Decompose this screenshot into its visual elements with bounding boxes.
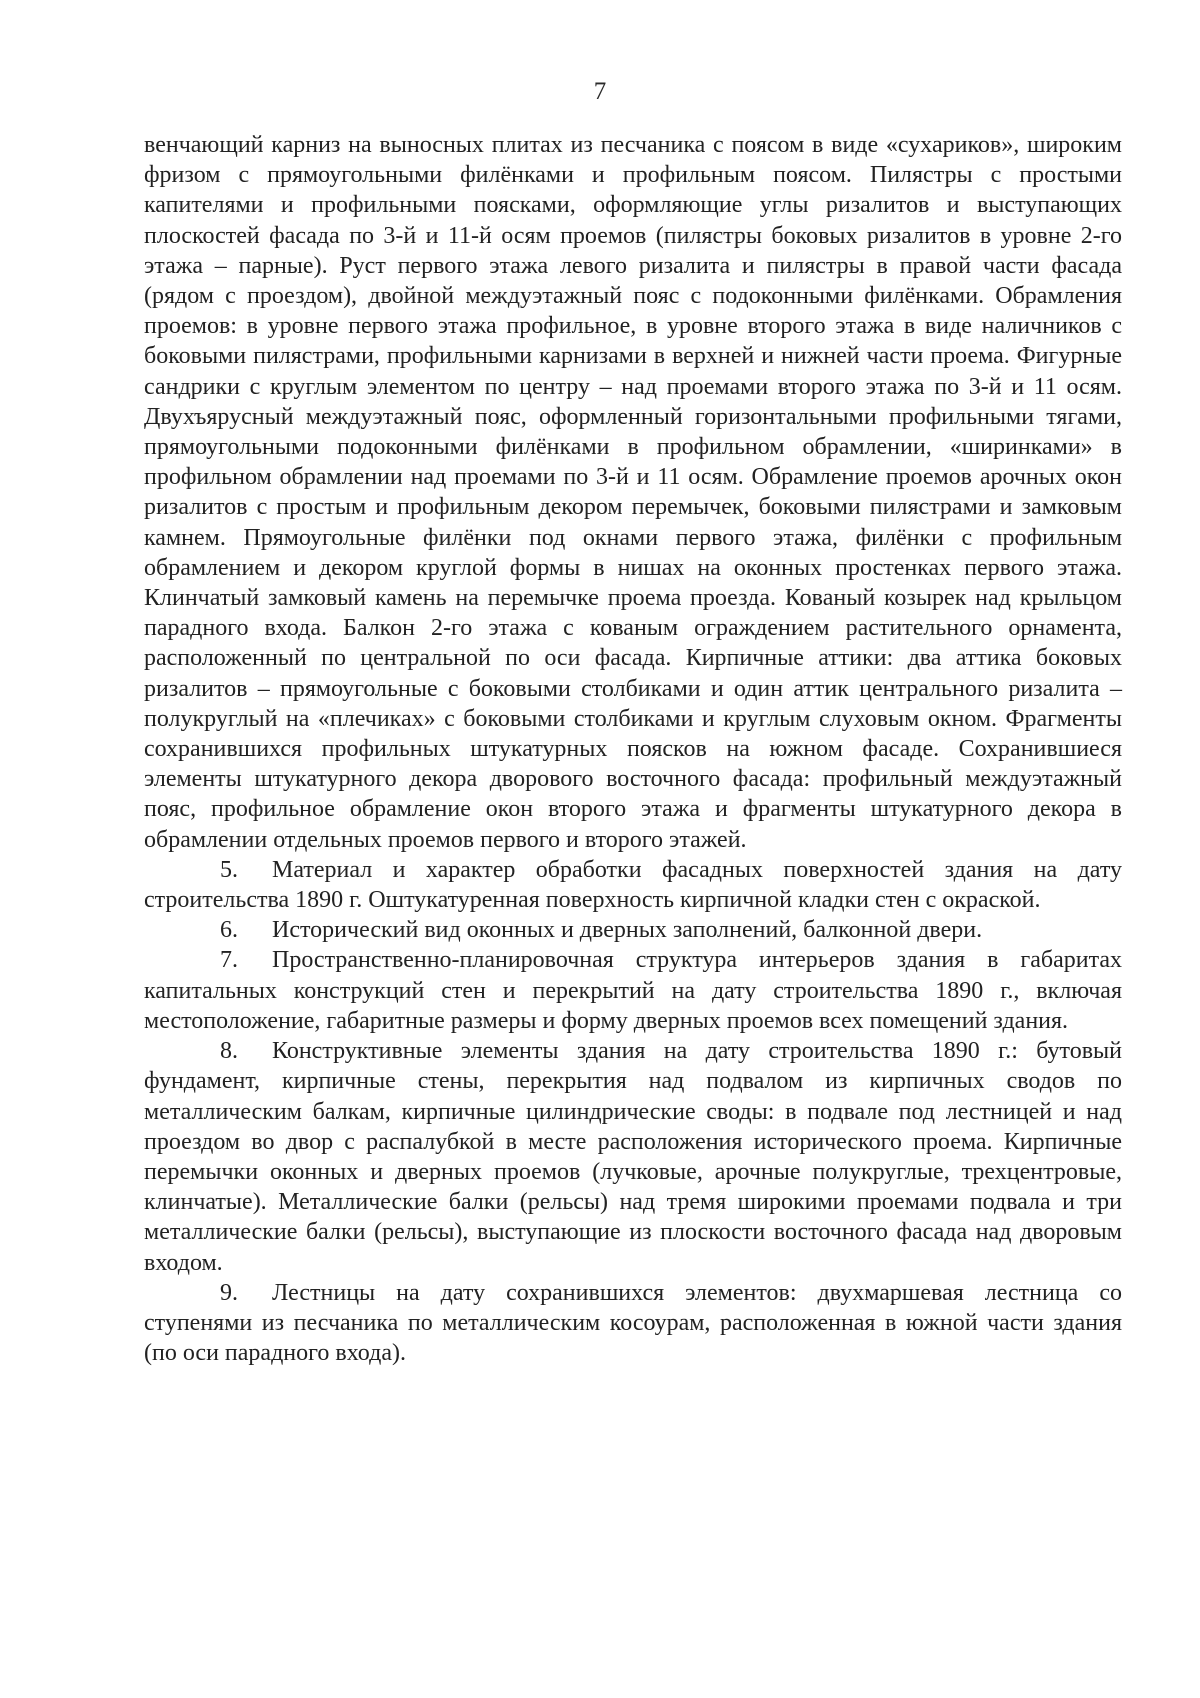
paragraph-item-5 [144,855,1122,915]
paragraph-text: Исторический вид оконных и дверных заполнений, балконной двери. [272,917,983,944]
paragraph-number: 9. [220,1279,238,1306]
paragraph-number: 8. [220,1038,238,1065]
paragraph-number: 6. [220,917,238,944]
paragraph-number: 5. [220,856,238,883]
paragraph-text: венчающий карниз на выносных плитах из песчаника с поясом в виде «сухариков», широким фризом с прямоугольными филёнками и профильным поясом. Пилястры с простыми капителями и профильными поясками, оформляющие углы ризалитов и выступающих плоскостей фасада по 3-й и 11-й осям проемов (пилястры боковых ризалитов в уровне 2-го этажа – парные). Руст первого этажа левого ризалита и пилястры в правой части фасада (рядом с проездом), двойной междуэтажный пояс с подоконными филёнками. Обрамления проемов: в уровне первого этажа профильное, в уровне второго этажа в виде наличников с боковыми пилястрами, профильными карнизами в верхней и нижней части проема. Фигурные сандрики с круглым элементом по центру – над проемами второго этажа по 3-й и 11 осям. Двухъярусный междуэтажный пояс, оформленный горизонтальными профильными тягами, прямоугольными подоконными филёнками в профильном обрамлении, «ширинками» в профильном обрамлении над проемами по 3-й и 11 осям. Обрамление проемов арочных окон ризалитов с простым и профильным декором перемычек, боковыми пилястрами и замковым камнем. Прямоугольные филёнки под окнами первого этажа, филёнки с профильным обрамлением и декором круглой формы в нишах на оконных простенках первого этажа. Клинчатый замковый камень на перемычке проема проезда. Кованый козырек над крыльцом парадного входа. Балкон 2-го этажа с кованым ограждением растительного орнамента, расположенный по центральной по оси фасада. Кирпичные аттики: два аттика боковых ризалитов – прямоугольные с боковыми столбиками и один аттик центрального ризалита – полукруглый на «плечиках» с боковыми столбиками и круглым слуховым окном. Фрагменты сохранившихся профильных штукатурных поясков на южном фасаде. Сохранившиеся элементы штукатурного декора дворового восточного фасада: профильный междуэтажный пояс, профильное обрамление окон второго этажа и фрагменты штукатурного декора в обрамлении отдельных проемов первого и второго этажей. [144,132,1122,853]
paragraph-facade-decor [144,130,1122,855]
document-body [144,130,1122,1368]
paragraph-item-9 [144,1278,1122,1369]
paragraph-item-7 [144,945,1122,1036]
paragraph-text: Лестницы на дату сохранившихся элементов: двухмаршевая лестница со ступенями из песчаника по металлическим косоурам, расположенная в южной части здания (по оси парадного входа). [144,1279,1122,1367]
paragraph-text: Пространственно-планировочная структура интерьеров здания в габаритах капитальных конструкций стен и перекрытий на дату строительства 1890 г., включая местоположение, габаритные размеры и форму дверных проемов всех помещений здания. [144,947,1122,1034]
paragraph-text: Конструктивные элементы здания на дату строительства 1890 г.: бутовый фундамент, кирпичные стены, перекрытия над подвалом из кирпичных сводов по металлическим балкам, кирпичные цилиндрические своды: в подвале под лестницей и над проездом во двор с распалубкой в месте расположения исторического проема. Кирпичные перемычки оконных и дверных проемов (лучковые, арочные полукруглые, трехцентровые, клинчатые). Металлические балки (рельсы) над тремя широкими проемами подвала и три металлические балки (рельсы), выступающие из плоскости восточного фасада над дворовым входом. [144,1038,1122,1276]
page-number: 7 [593,78,607,105]
paragraph-text: Материал и характер обработки фасадных поверхностей здания на дату строительства 1890 г. Оштукатуренная поверхность кирпичной кладки стен с окраской. [144,856,1122,914]
paragraph-number: 7. [220,947,238,974]
paragraph-item-6 [144,915,1122,945]
paragraph-item-8 [144,1036,1122,1278]
